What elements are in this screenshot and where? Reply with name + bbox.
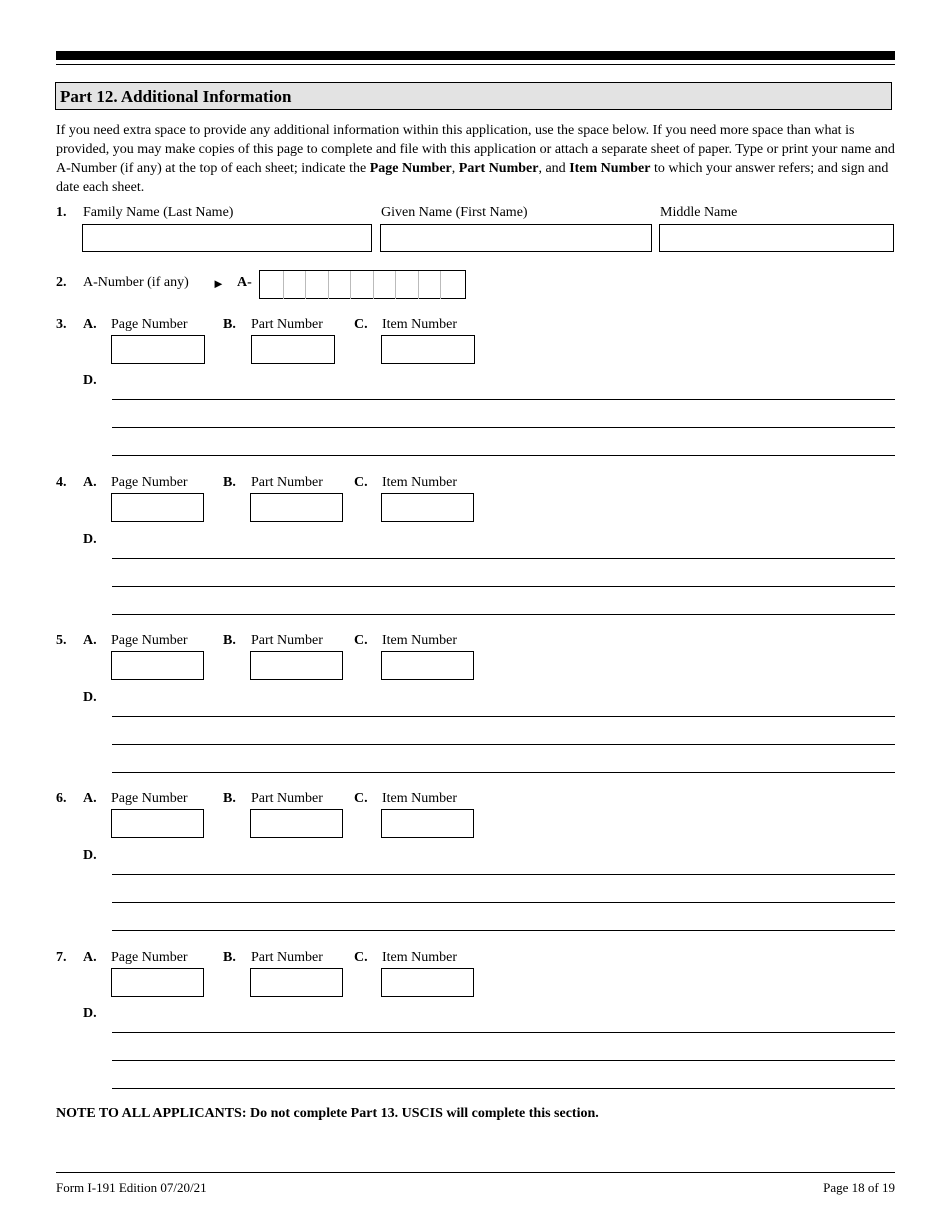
middle-name-label: Middle Name — [660, 205, 738, 220]
page-number-label: Page Number — [111, 791, 188, 806]
item-number-label: Item Number — [382, 475, 458, 490]
item-number-field[interactable] — [381, 493, 474, 522]
answer-line[interactable] — [112, 1032, 895, 1033]
page-number-field[interactable] — [111, 335, 205, 364]
item-number-field[interactable] — [381, 968, 474, 997]
item-number-field[interactable] — [381, 651, 474, 680]
entry-number: 4. — [56, 475, 67, 490]
answer-line[interactable] — [112, 427, 895, 428]
answer-line[interactable] — [112, 744, 895, 745]
a-number-digit-cell[interactable] — [395, 271, 418, 299]
a-number-digit-cell[interactable] — [283, 271, 306, 299]
a-number-digit-cell[interactable] — [305, 271, 328, 299]
entry-b-letter: B. — [223, 950, 236, 965]
answer-line[interactable] — [112, 1060, 895, 1061]
entry-d-letter: D. — [83, 373, 97, 388]
entry-d-letter: D. — [83, 532, 97, 547]
intro-paragraph — [56, 121, 896, 197]
page-number-label: Page Number — [111, 317, 188, 332]
entry-a-letter: A. — [83, 317, 97, 332]
entry-c-letter: C. — [354, 317, 368, 332]
part-number-label: Part Number — [251, 475, 323, 490]
page-number-field[interactable] — [111, 968, 204, 997]
part-number-label: Part Number — [251, 633, 323, 648]
entry-a-letter: A. — [83, 475, 97, 490]
answer-line[interactable] — [112, 455, 895, 456]
entry-number: 6. — [56, 791, 67, 806]
part-number-field[interactable] — [250, 809, 343, 838]
item-number-field[interactable] — [381, 809, 474, 838]
page-number-field[interactable] — [111, 809, 204, 838]
a-number-digit-cell[interactable] — [350, 271, 373, 299]
entry-d-letter: D. — [83, 848, 97, 863]
page-number-label: Page Number — [111, 633, 188, 648]
entry-number: 5. — [56, 633, 67, 648]
answer-line[interactable] — [112, 586, 895, 587]
part-number-label: Part Number — [251, 317, 323, 332]
a-number-digit-cell[interactable] — [373, 271, 396, 299]
item-number-field[interactable] — [381, 335, 475, 364]
answer-line[interactable] — [112, 558, 895, 559]
intro-text-1: If you need extra space to provide any additional information within this application, use the space below. If you need more space than what is provided, you may make copies of this page to complete and file with this application or attach a separate sheet of paper. Type or print your name and A-Number (if any) at the top of each sheet; indicate the — [56, 123, 895, 176]
item-number-label: Item Number — [382, 633, 458, 648]
page-number-label: Page Number — [111, 950, 188, 965]
entry-c-letter: C. — [354, 791, 368, 806]
entry-b-letter: B. — [223, 633, 236, 648]
intro-bold-part: Part Number — [458, 161, 539, 176]
part-number-label: Part Number — [251, 950, 323, 965]
part-number-field[interactable] — [250, 968, 343, 997]
entry-d-letter: D. — [83, 1006, 97, 1021]
top-rule-thick — [56, 51, 895, 60]
answer-line[interactable] — [112, 614, 895, 615]
entry-number: 3. — [56, 317, 67, 332]
arrow-right-icon: ► — [212, 276, 225, 291]
entry-c-letter: C. — [354, 633, 368, 648]
entry-a-letter: A. — [83, 950, 97, 965]
entry-a-letter: A. — [83, 791, 97, 806]
answer-line[interactable] — [112, 772, 895, 773]
part-header: Part 12. Additional Information — [55, 82, 892, 110]
entry-c-letter: C. — [354, 475, 368, 490]
entry-b-letter: B. — [223, 475, 236, 490]
page-number-field[interactable] — [111, 651, 204, 680]
a-number-digit-cell[interactable] — [440, 271, 463, 299]
footer-page-number: Page 18 of 19 — [823, 1180, 895, 1195]
intro-sep-2: , and — [538, 161, 570, 176]
given-name-field[interactable] — [380, 224, 652, 252]
item-2-number: 2. — [56, 275, 67, 290]
family-name-field[interactable] — [82, 224, 372, 252]
part-number-label: Part Number — [251, 791, 323, 806]
entry-b-letter: B. — [223, 317, 236, 332]
entry-a-letter: A. — [83, 633, 97, 648]
entry-c-letter: C. — [354, 950, 368, 965]
page-number-label: Page Number — [111, 475, 188, 490]
part-number-field[interactable] — [251, 335, 335, 364]
footer-rule — [56, 1172, 895, 1173]
item-number-label: Item Number — [382, 950, 458, 965]
intro-bold-page: Page Number — [369, 161, 452, 176]
intro-sep-1: , — [451, 161, 459, 176]
item-number-label: Item Number — [382, 791, 458, 806]
a-number-label: A-Number (if any) — [83, 275, 189, 290]
given-name-label: Given Name (First Name) — [381, 205, 528, 220]
answer-line[interactable] — [112, 716, 895, 717]
top-rule-thin — [56, 64, 895, 65]
entry-number: 7. — [56, 950, 67, 965]
item-number-label: Item Number — [382, 317, 458, 332]
part-number-field[interactable] — [250, 651, 343, 680]
answer-line[interactable] — [112, 399, 895, 400]
note-to-applicants: NOTE TO ALL APPLICANTS: Do not complete Part 13. USCIS will complete this section. — [56, 1106, 599, 1121]
answer-line[interactable] — [112, 874, 895, 875]
answer-line[interactable] — [112, 1088, 895, 1089]
middle-name-field[interactable] — [659, 224, 894, 252]
item-1-number: 1. — [56, 205, 67, 220]
entry-b-letter: B. — [223, 791, 236, 806]
footer-form-edition: Form I-191 Edition 07/20/21 — [56, 1180, 207, 1195]
a-number-digit-cell[interactable] — [328, 271, 351, 299]
a-number-digit-cell[interactable] — [260, 271, 283, 299]
entry-d-letter: D. — [83, 690, 97, 705]
intro-bold-item: Item Number — [569, 161, 651, 176]
page-number-field[interactable] — [111, 493, 204, 522]
answer-line[interactable] — [112, 930, 895, 931]
family-name-label: Family Name (Last Name) — [83, 205, 234, 220]
a-number-prefix: A- — [237, 275, 252, 290]
answer-line[interactable] — [112, 902, 895, 903]
a-number-field[interactable] — [259, 270, 466, 299]
intro-text-2: to which your answer refers; and sign and date each sheet. — [56, 161, 889, 195]
a-number-digit-cell[interactable] — [418, 271, 441, 299]
part-number-field[interactable] — [250, 493, 343, 522]
